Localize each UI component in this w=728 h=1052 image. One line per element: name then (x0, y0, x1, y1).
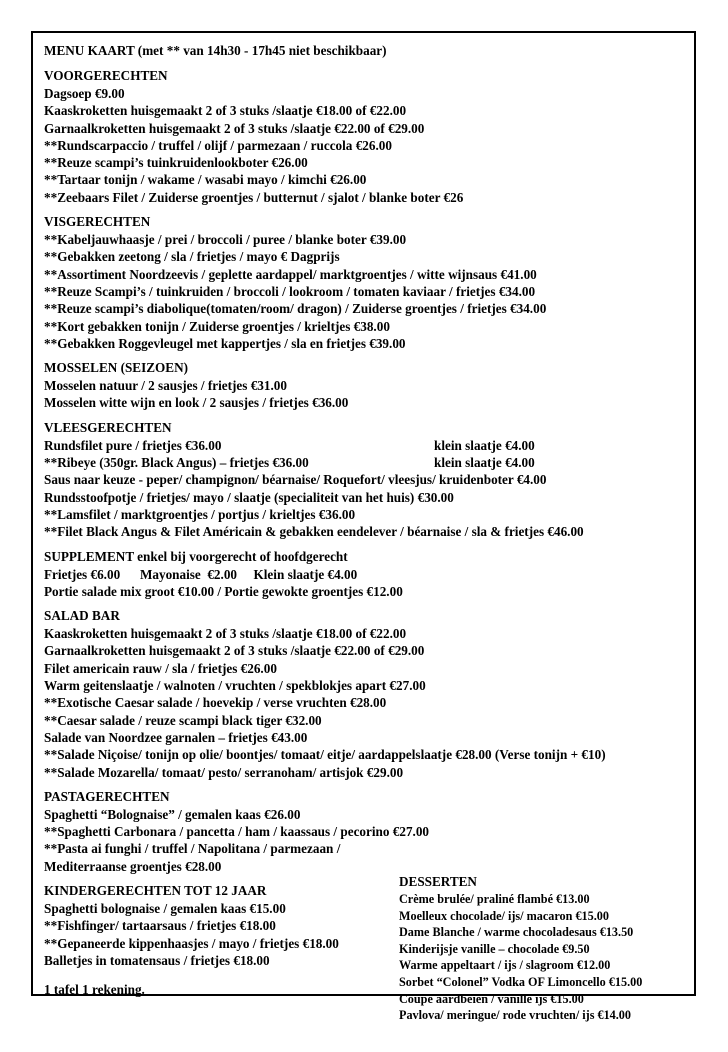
menu-item: **Zeebaars Filet / Zuiderse groentjes / butternut / sjalot / blanke boter €26 (44, 189, 464, 205)
bottom-area (44, 873, 684, 1052)
menu-item: Kinderijsje vanille – chocolade €9.50 (399, 941, 590, 956)
menu-item: Rundsstoofpotje / frietjes/ mayo / slaatje (specialiteit van het huis) €30.00 (44, 489, 454, 505)
section-header: VOORGERECHTEN (44, 68, 168, 83)
section-header: DESSERTEN (399, 873, 477, 889)
menu-item: **Tartaar tonijn / wakame / wasabi mayo / kimchi €26.00 (44, 172, 367, 188)
section-pastagerechten (44, 788, 684, 875)
menu-item: Warme appeltaart / ijs / slagroom €12.00 (399, 958, 611, 973)
section-mosselen (44, 359, 684, 412)
menu-item: **Caesar salade / reuze scampi black tiger €32.00 (44, 712, 322, 728)
menu-item: **Gebakken zeetong / sla / frietjes / mayo € Dagprijs (44, 249, 340, 265)
menu-item: Moelleux chocolade/ ijs/ macaron €15.00 (399, 908, 609, 923)
section-header: SUPPLEMENT enkel bij voorgerecht of hoofdgerecht (44, 548, 348, 564)
menu-item: **Reuze Scampi’s / tuinkruiden / broccoli / lookroom / tomaten kaviaar / frietjes €34.00 (44, 283, 536, 299)
menu-item: Sorbet “Colonel” Vodka OF Limoncello €15.00 (399, 974, 643, 989)
section-kindergerechten (44, 882, 404, 998)
menu-item: Filet americain rauw / sla / frietjes €26.00 (44, 660, 277, 676)
menu-item: Mosselen witte wijn en look / 2 sausjes / frietjes €36.00 (44, 395, 349, 411)
section-header: MOSSELEN (SEIZOEN) (44, 360, 189, 376)
menu-item: **Reuze scampi’s diabolique(tomaten/room/ dragon) / Zuiderse groentjes / frietjes €34.00 (44, 301, 547, 317)
section-visgerechten (44, 213, 684, 352)
menu-item: Kaaskroketten huisgemaakt 2 of 3 stuks /slaatje €18.00 of €22.00 (44, 103, 407, 119)
menu-item-side: klein slaatje €4.00 (434, 437, 535, 453)
menu-item: **Pasta ai funghi / truffel / Napolitana / parmezaan / (44, 841, 341, 857)
menu-item: Mosselen natuur / 2 sausjes / frietjes €31.00 (44, 378, 287, 394)
section-voorgerechten (44, 67, 684, 206)
section-supplement (44, 548, 684, 601)
menu-item: Portie salade mix groot €10.00 / Portie gewokte groentjes €12.00 (44, 583, 403, 599)
section-vleesgerechten (44, 419, 684, 541)
menu-item: **Spaghetti Carbonara / pancetta / ham / kaassaus / pecorino €27.00 (44, 824, 430, 840)
menu-item: **Gebakken Roggevleugel met kappertjes / sla en frietjes €39.00 (44, 335, 406, 351)
section-header: KINDERGERECHTEN TOT 12 JAAR (44, 882, 267, 898)
menu-item: Warm geitenslaatje / walnoten / vruchten / spekblokjes apart €27.00 (44, 678, 426, 694)
menu-content (44, 42, 684, 1052)
menu-item: **Salade Niçoise/ tonijn op olie/ boontjes/ tomaat/ eitje/ aardappelslaatje €28.00 (Verse tonijn + €10) (44, 747, 606, 763)
menu-item: **Salade Mozarella/ tomaat/ pesto/ serranoham/ artisjok €29.00 (44, 764, 404, 780)
menu-item: Garnaalkroketten huisgemaakt 2 of 3 stuks /slaatje €22.00 of €29.00 (44, 643, 425, 659)
menu-item: Dame Blanche / warme chocoladesaus €13.50 (399, 925, 634, 940)
menu-item: **Assortiment Noordzeevis / geplette aardappel/ marktgroentjes / witte wijnsaus €41.00 (44, 266, 537, 282)
menu-item: **Rundscarpaccio / truffel / olijf / parmezaan / ruccola €26.00 (44, 137, 392, 153)
menu-item: Kaaskroketten huisgemaakt 2 of 3 stuks /slaatje €18.00 of €22.00 (44, 626, 407, 642)
menu-item: Pavlova/ meringue/ rode vruchten/ ijs €14.00 (399, 1008, 631, 1023)
menu-item: **Gepaneerde kippenhaasjes / mayo / frietjes €18.00 (44, 935, 339, 951)
menu-item: **Filet Black Angus & Filet Américain & gebakken eendelever / béarnaise / sla & frietjes €46.00 (44, 524, 584, 540)
menu-item: **Kort gebakken tonijn / Zuiderse groentjes / krieltjes €38.00 (44, 318, 390, 334)
menu-item: Spaghetti “Bolognaise” / gemalen kaas €26.00 (44, 806, 301, 822)
menu-item-row (44, 437, 684, 454)
section-header: SALAD BAR (44, 608, 120, 624)
menu-item: Rundsfilet pure / frietjes €36.00 (44, 437, 222, 453)
menu-item-row (44, 454, 684, 471)
menu-item: Salade van Noordzee garnalen – frietjes €43.00 (44, 729, 308, 745)
menu-item: Mediterraanse groentjes €28.00 (44, 858, 222, 874)
section-header: VLEESGERECHTEN (44, 419, 172, 435)
menu-item: **Exotische Caesar salade / hoevekip / verse vruchten €28.00 (44, 695, 387, 711)
menu-item: **Kabeljauwhaasje / prei / broccoli / puree / blanke boter €39.00 (44, 232, 407, 248)
menu-item: **Reuze scampi’s tuinkruidenlookboter €26.00 (44, 155, 308, 171)
menu-item: Crème brulée/ praliné flambé €13.00 (399, 891, 590, 906)
menu-item: Balletjes in tomatensaus / frietjes €18.00 (44, 952, 270, 968)
footer-note: 1 tafel 1 rekening. (44, 982, 145, 998)
section-header: PASTAGERECHTEN (44, 788, 170, 804)
section-header: VISGERECHTEN (44, 214, 151, 230)
menu-item: **Fishfinger/ tartaarsaus / frietjes €18.00 (44, 918, 276, 934)
menu-item: **Ribeye (350gr. Black Angus) – frietjes €36.00 (44, 455, 309, 471)
section-desserten (399, 873, 699, 1024)
section-salad-bar (44, 607, 684, 781)
menu-item: Saus naar keuze - peper/ champignon/ béarnaise/ Roquefort/ vleesjus/ kruidenboter €4.00 (44, 472, 547, 488)
menu-title: MENU KAART (met ** van 14h30 - 17h45 niet beschikbaar) (44, 43, 387, 58)
menu-item: Frietjes €6.00 Mayonaise €2.00 Klein slaatje €4.00 (44, 566, 358, 582)
menu-item: Spaghetti bolognaise / gemalen kaas €15.00 (44, 900, 286, 916)
menu-item: Coupe aardbeien / vanille ijs €15.00 (399, 991, 584, 1006)
menu-item: **Lamsfilet / marktgroentjes / portjus / krieltjes €36.00 (44, 506, 356, 522)
menu-item-side: klein slaatje €4.00 (434, 455, 535, 471)
menu-item: Dagsoep €9.00 (44, 86, 125, 101)
menu-item: Garnaalkroketten huisgemaakt 2 of 3 stuks /slaatje €22.00 of €29.00 (44, 120, 425, 136)
